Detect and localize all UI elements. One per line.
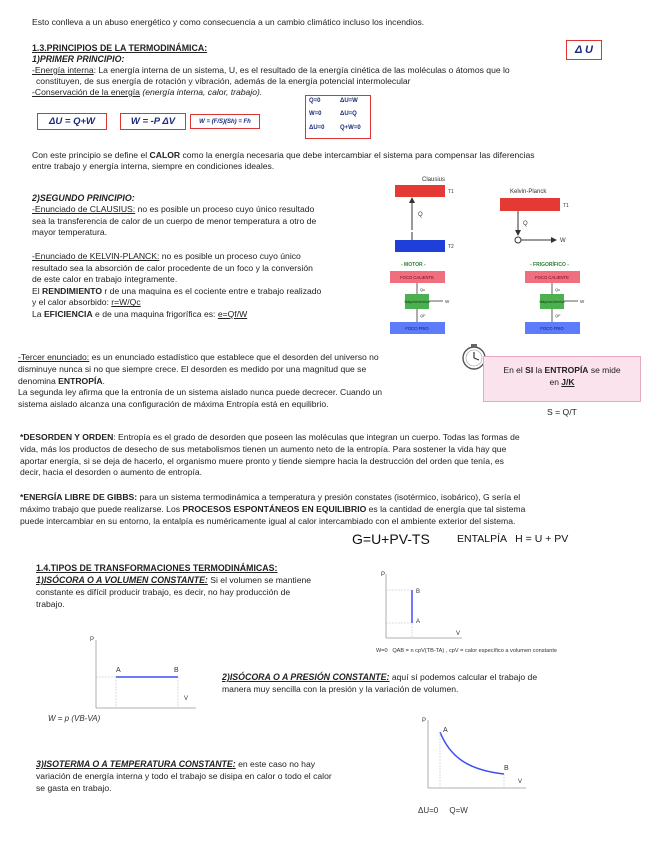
motor-machine-label: Máquina térmica	[404, 300, 430, 304]
kelvin-diagram-title: Kelvin-Planck	[510, 189, 547, 195]
table-cell: W=0	[309, 111, 322, 118]
entropia-unit-box	[483, 356, 641, 402]
efic-formula: e=Qf/W	[217, 308, 248, 319]
isochoric-graph	[376, 566, 466, 646]
energia-interna-text: : La energía interna de un sistema, U, es el resultado de la energía cinética de las moléculas o átomos que lo	[93, 65, 510, 75]
clausius-paragraph	[32, 204, 377, 239]
formula-delta-u: ΔU = Q+W	[37, 113, 107, 130]
isochoric-caption: W=0 QAB = n cpV(TB-TA) , cpV = calor específico a volumen constante	[376, 648, 557, 654]
motor-cold-label: FOCO FRIO	[405, 326, 429, 331]
efic-bold: EFICIENCIA	[43, 308, 93, 319]
kelvin-t1: T1	[563, 203, 569, 209]
table-cell: Q+W=0	[340, 124, 361, 131]
gibbs-label: *ENERGÍA LIBRE DE GIBBS:	[20, 492, 138, 502]
box-l2-unit: J/K	[561, 377, 575, 387]
iso-vol-l2: constante es difícil producir trabajo, es decir, no hay producción de	[36, 586, 291, 597]
energia-interna-label: -Energía interna	[32, 65, 94, 75]
efic-pre: La	[32, 308, 44, 319]
iso-t-title: 3)ISOTERMA O A TEMPERATURA CONSTANTE:	[36, 759, 236, 769]
conservacion-label: -Conservación de la energía	[32, 87, 140, 97]
iso-vol-l1: Si el volumen se mantiene	[207, 575, 312, 585]
isobaric-graph	[84, 632, 202, 714]
calor-line2: entre trabajo y energía interna, siempre en condiciones ideales.	[32, 161, 275, 171]
motor-hot-label: FOCO CALIENTE	[400, 275, 434, 280]
section-1-3-title: 1.3.PRINCIPIOS DE LA TERMODINÁMICA:	[32, 43, 208, 53]
rend-l2: y el calor absorbido:	[32, 297, 112, 308]
kelvin-l1: no es posible un proceso cuyo único	[159, 251, 301, 261]
entropy-formula: S = Q/T	[547, 407, 577, 417]
gibbs-formula: G=U+PV-TS	[352, 531, 430, 547]
calor-post: como la energía necesaria que debe intercambiar el sistema para compensar las diferencias	[180, 150, 535, 160]
tercer-l2: disminuye nunca si no que siempre crece. El desorden es medido por una magnitud que se	[18, 363, 367, 374]
tercer-label: -Tercer enunciado:	[18, 352, 90, 362]
motor-title: - MOTOR -	[401, 262, 426, 268]
frigo-title: - FRIGORÍFICO -	[530, 262, 569, 268]
isothermal-curve	[440, 732, 504, 774]
clausius-t2: T2	[448, 244, 454, 250]
rend-post: r de una maquina es el cociente entre e trabajo realizado	[102, 285, 322, 296]
iso-p-title: 2)ISÓCORA O A PRESIÓN CONSTANTE:	[222, 672, 390, 682]
iso-vol-l3: trabajo.	[36, 598, 65, 609]
axis-v-label: V	[518, 779, 523, 785]
gibbs-l2-post: es la cantidad de energía que tal sistema	[366, 503, 526, 514]
clausius-arrowhead	[409, 197, 415, 203]
box-l2-pre: en	[549, 377, 562, 387]
frigo-qf: QF	[555, 313, 561, 318]
kelvin-arrowhead-w	[551, 237, 557, 243]
box-l1-si: SI	[525, 365, 534, 375]
motor-w: W	[445, 299, 450, 304]
segundo-principio-title: 2)SEGUNDO PRINCIPIO:	[32, 193, 135, 203]
desorden-l2: vida, más los productos de desecho de sus metabolismos tienen un aumento neto de la entropía. Para sostener la vida hay que	[20, 443, 507, 454]
gibbs-l2-bold: PROCESOS ESPONTÁNEOS EN EQUILIBRIO	[182, 503, 367, 514]
energia-interna-text2: constituyen, de sus energía de rotación y vibración, además de la energía potencial intermolecular	[36, 76, 411, 86]
clausius-l2: sea la transferencia de calor de un cuerpo de menor temperatura a otro de	[32, 215, 317, 226]
tercer-l3-bold: ENTROPÍA	[58, 375, 103, 386]
frigo-qc: Qc	[555, 287, 561, 292]
conservacion-text: (energía interna, calor, trabajo).	[139, 87, 263, 97]
point-a: A	[416, 619, 421, 625]
axis-p-label: P	[381, 572, 386, 578]
table-cell: ΔU=Q	[340, 111, 357, 118]
rend-formula: r=W/Qc	[111, 297, 141, 308]
intro-line: Esto conlleva a un abuso energético y como consecuencia a un cambio climático incluso los incendios.	[32, 17, 425, 27]
cases-table	[305, 95, 371, 139]
gibbs-l1: para un sistema termodinámica a temperatura y presión constates (isotérmico, isobárico), G sería el	[137, 492, 521, 502]
gibbs-paragraph	[20, 492, 640, 527]
frigo-machine-label: Máquina térmica	[539, 300, 565, 304]
iso-p-l2: manera muy sencilla con la presión y la variación de volumen.	[222, 683, 459, 694]
kelvin-l3: de este calor en trabajo íntegramente.	[32, 274, 178, 285]
kelvin-engine	[515, 237, 521, 243]
kelvin-label: -Enunciado de KELVIN-PLANCK:	[32, 251, 160, 261]
efic-post: e de una maquina frigorífica es:	[92, 308, 218, 319]
desorden-l1: : Entropía es el grado de desorden que poseen las moléculas que integran un cuerpo. Todas las formas de	[113, 432, 520, 442]
kelvin-paragraph	[32, 251, 377, 321]
iso-vol-paragraph	[36, 575, 366, 610]
clausius-label: -Enunciado de CLAUSIUS:	[32, 204, 136, 214]
second-law-diagrams	[385, 170, 610, 340]
point-a: A	[443, 727, 448, 734]
isobaric-caption: W = p (VB-VA)	[48, 714, 101, 723]
iso-t-paragraph	[36, 759, 366, 794]
motor-qc: Qc	[420, 287, 426, 292]
desorden-l3: aportar energía, si se deja de hacerlo, el organismo muere pronto y tiende siempre hacia la destrucción del orden que tenía, es	[20, 455, 504, 466]
iso-t-l2: variación de energía interna y todo el trabajo se disipa en calor o todo el calor	[36, 770, 332, 781]
clausius-diagram-title: Clausius	[422, 177, 446, 183]
isothermal-graph	[418, 712, 530, 794]
table-cell: Q=0	[309, 98, 321, 104]
clausius-q: Q	[418, 212, 423, 218]
primer-principio-title: 1)PRIMER PRINCIPIO:	[32, 54, 125, 64]
kelvin-arrowhead-q	[515, 230, 521, 236]
table-cell: ΔU=0	[309, 124, 325, 131]
isothermal-caption: ΔU=0 Q=W	[418, 806, 468, 815]
iso-t-l3: se gasta en trabajo.	[36, 782, 112, 793]
delta-u-box: Δ U	[566, 40, 602, 60]
box-l1-mid: la	[533, 365, 545, 375]
calor-pre: Con este principio se define el	[32, 150, 150, 160]
axis-v-label: V	[456, 631, 461, 637]
tercer-l1: es un enunciado estadístico que establece que el desorden del universo no	[89, 352, 379, 362]
point-b: B	[504, 765, 509, 772]
energia-interna-paragraph	[32, 65, 632, 98]
box-l1-pre: En el	[503, 365, 526, 375]
table-cell: ΔU=W	[340, 98, 358, 104]
clausius-l1: no es posible un proceso cuyo único resultado	[135, 204, 315, 214]
point-a: A	[116, 667, 121, 674]
clausius-hot-reservoir	[395, 185, 445, 197]
iso-vol-title: 1)ISÓCORA O A VOLUMEN CONSTANTE:	[36, 575, 208, 585]
frigo-cold-label: FOCO FRIO	[540, 326, 564, 331]
axis-p-label: P	[90, 637, 95, 643]
tercer-l4: La segunda ley afirma que la entronía de un sistema aislado nunca puede decrecer. Cuando un	[18, 387, 383, 398]
desorden-l4: decir, hacia el desorden o aumento de entropía.	[20, 467, 203, 478]
tercer-l3-pre: denomina	[18, 375, 59, 386]
iso-p-paragraph	[222, 672, 622, 696]
box-l1-bold: ENTROPÍA	[544, 365, 589, 375]
point-b: B	[174, 667, 179, 674]
section-1-4-title: 1.4.TIPOS DE TRANSFORMACIONES TERMODINÁMICAS:	[36, 563, 278, 573]
frigo-w: W	[580, 299, 585, 304]
kelvin-q: Q	[523, 221, 528, 227]
formula-work: W = -P ΔV	[120, 113, 186, 130]
frigo-hot-label: FOCO CALIENTE	[535, 275, 569, 280]
rend-bold: RENDIMIENTO	[42, 285, 103, 296]
kelvin-l2: resultado sea la absorción de calor procedente de un foco y la conversión	[32, 262, 313, 273]
rend-pre: El	[32, 285, 43, 296]
motor-qf: QF	[420, 313, 426, 318]
iso-t-l1: en este caso no hay	[235, 759, 316, 769]
gibbs-l3: puede intercambiar en su entorno, la entalpía es numéricamente igual al calor intercambiado con el ambiente exterior del sistema.	[20, 515, 516, 526]
calor-bold: CALOR	[149, 150, 181, 160]
formula-fh: W = (F/S)(Sh) = Fh	[190, 114, 260, 129]
clausius-l3: mayor temperatura.	[32, 227, 107, 238]
axis-v-label: V	[184, 696, 189, 702]
kelvin-w: W	[560, 238, 566, 244]
iso-p-l1: aquí sí podemos calcular el trabajo de	[389, 672, 538, 682]
desorden-paragraph	[20, 432, 640, 479]
gibbs-l2-pre: máximo trabajo que puede realizarse. Los	[20, 503, 183, 514]
tercer-l5: sistema aislado alcanza una configuración de máxima Entropía está en equilibrio.	[18, 399, 329, 410]
tercer-l3-post: .	[102, 375, 105, 386]
clausius-t1: T1	[448, 189, 454, 195]
point-b: B	[416, 589, 421, 595]
clausius-cold-reservoir	[395, 240, 445, 252]
calor-paragraph	[32, 150, 642, 172]
entalpia-formula: ENTALPÍA H = U + PV	[457, 533, 569, 545]
box-l1-post: se mide	[588, 365, 621, 375]
tercer-paragraph	[18, 352, 458, 411]
desorden-label: *DESORDEN Y ORDEN	[20, 432, 114, 442]
kelvin-hot-reservoir	[500, 198, 560, 211]
axis-p-label: P	[422, 718, 427, 724]
